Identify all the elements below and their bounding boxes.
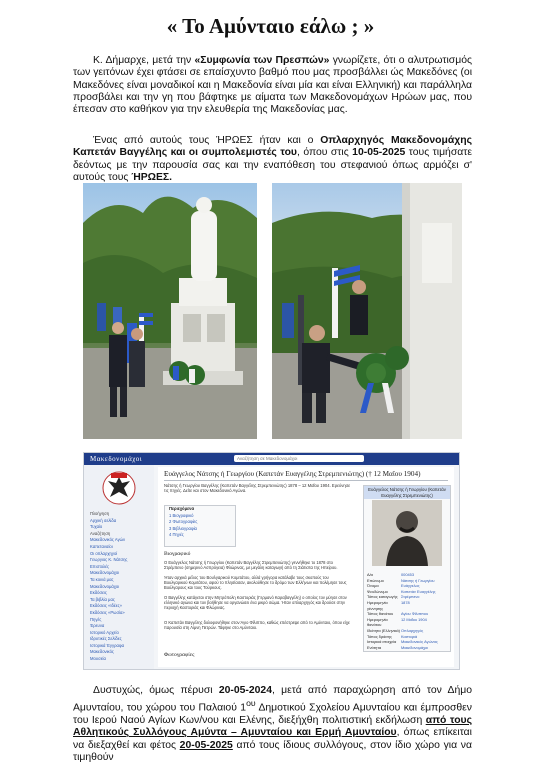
website-nav-item: Ιδρυτικές Σελίδες bbox=[90, 636, 122, 642]
paragraph-3-text-c: Δημοτικού Σχολείου Αμυνταίου και έμπροσθεν του Ιερού Ναού Αγίων Κων/νου και Ελένης, διεξήχθη πολιτιστική εκδήλωση bbox=[73, 702, 472, 727]
monument-photo-right-drawing bbox=[272, 183, 462, 439]
infobox-value: 12 Μαΐου 1904 bbox=[401, 616, 427, 622]
website-article-lede: Νάτσης ή Γεωργίου Βαγγέλης (Καπετάν Βαγγέλης Στρεμπενιώτης) 1878 – 12 Μαΐου 1904. Ερεύνησε τις πηγές. Δείτε και στον Μακεδονικό Αγώνα. bbox=[164, 483, 351, 494]
website-topbar bbox=[84, 453, 459, 465]
paragraph-2-bold-date: 10-05-2025 bbox=[352, 147, 406, 159]
website-toc-item: 2 Φωτογραφίες bbox=[169, 519, 198, 524]
paragraph-3-bold-date: 20-05-2024 bbox=[218, 685, 272, 696]
infobox-value: 1878 bbox=[401, 599, 410, 605]
paragraph-2-bold-a: Οπλαρχηγός Μακεδονομάχης Καπετάν Βαγγέλης και οι συμπολεμιστές του bbox=[73, 135, 472, 159]
infobox-key: Τόπος δράσης bbox=[367, 633, 392, 639]
paragraph-3-ordinal: ου bbox=[246, 698, 256, 709]
website-nav-item: Τα βιβλία μας bbox=[90, 596, 115, 602]
paragraph-2 bbox=[73, 135, 472, 184]
paragraph-1 bbox=[73, 55, 472, 116]
website-brand: Μακεδονομάχοι bbox=[90, 455, 143, 463]
website-nav bbox=[90, 511, 150, 663]
website-nav-item: Μουσεία bbox=[90, 656, 106, 662]
monument-photo-left bbox=[83, 183, 257, 439]
infobox-row bbox=[367, 600, 447, 611]
website-article bbox=[158, 467, 454, 667]
infobox-key: Ιδιότητα (Ελληνικά) bbox=[367, 627, 400, 633]
website-infobox-title: Ευάγγελος Νάτσης ή Γεωργίου (Καπετάν Ευαγγέλης Στρεμπενιώτης) bbox=[364, 486, 450, 499]
infobox-key: Ιστορικά στοιχεία bbox=[367, 639, 397, 645]
website-bio-paragraph: Ο Ευάγγελος Νάτσης ή Γεωργίου (Καπετάν Βαγγέλης Στρεμπενιώτης) γεννήθηκε το 1878 στο Στρέμπενο (σημερινό Ασπρόγεια) Φλώρινας, με μεγάλη καταγωγή από τη Σιάτιστα της Ηπείρου. bbox=[164, 560, 338, 571]
eagle-logo-icon bbox=[102, 471, 136, 505]
website-toc-item: 4 Πηγές bbox=[169, 532, 184, 537]
website-nav-item: Αρχική σελίδα bbox=[90, 517, 117, 523]
paragraph-2-bold-end: ΉΡΩΕΣ. bbox=[131, 171, 173, 183]
website-nav-item: Αναζήτηση bbox=[90, 530, 111, 536]
website-toc bbox=[164, 505, 236, 547]
infobox-value: Καπετάν Ευαγγέλης bbox=[401, 588, 436, 594]
paragraph-1-bold-a: «Συμφωνία των Πρεσπών» bbox=[194, 55, 330, 66]
website-section-photos: Φωτογραφίες bbox=[164, 652, 195, 658]
paragraph-3 bbox=[73, 685, 472, 764]
page-title: « Το Αμύνταιο εάλω ; » bbox=[166, 14, 375, 38]
infobox-value: Μακεδονομάχοι bbox=[401, 644, 429, 650]
paragraph-1-text-a: Κ. Δήμαρχε, μετά την bbox=[93, 55, 195, 66]
infobox-key: Α/α bbox=[367, 572, 373, 577]
website-nav-item: Έρευνα bbox=[90, 623, 105, 629]
paragraph-1-text-b: γνωρίζετε, ότι ο αλυτρωτισμός των γειτόνων έχει φτάσει σε επαίσχυντο βαθμό που μας προσβάλλει ώς Μακεδόνες (οι Μακεδόνες είναι μοναδικοί και η Μακεδονία είναι μία και είναι Ελληνική) και παράλληλα προσβάλει και την γη που βάφτηκε με αίματα των Μακεδονομάχων Ηρώων μας, που έπεσαν στο καθήκον για την ελευθερία της Μακεδονίας μας. bbox=[73, 55, 472, 116]
infobox-value: Οπλαρχηγός bbox=[401, 627, 424, 633]
monument-photo-right bbox=[272, 183, 462, 439]
website-nav-item: Επιστολές bbox=[90, 563, 110, 569]
infobox-key: Επώνυμο bbox=[367, 577, 384, 583]
website-article-title: Ευάγγελος Νάτσης ή Γεωργίου (Καπετάν Ευαγγέλης Στρεμπενιώτης) († 12 Μαΐου 1904) bbox=[164, 470, 421, 478]
website-toc-item: 3 Βιβλιογραφία bbox=[169, 525, 197, 531]
website-nav-item: Εκδόσεις bbox=[90, 590, 107, 596]
website-nav-item: Εκδόσεις «Ρωσία» bbox=[90, 609, 125, 615]
infobox-row bbox=[367, 617, 447, 628]
infobox-value: 000453 bbox=[401, 572, 414, 577]
infobox-key: Ψευδώνυμο bbox=[367, 588, 388, 594]
website-nav-item: Μακεδονικός bbox=[90, 649, 114, 655]
paragraph-2-text-c: τους τιμήσατε δεόντως με την παρουσία σας και την εναπόθεση του στεφανιού όπως αρμόζει σ' αυτούς τους bbox=[73, 147, 472, 183]
website-nav-item: Τα κοινά μας bbox=[90, 576, 114, 582]
website-nav-item: Πηγές bbox=[90, 616, 102, 622]
infobox-row bbox=[367, 645, 447, 651]
infobox-key: Ενότητα bbox=[367, 644, 382, 650]
website-nav-item: Εκδόσεις «Ιδέες» bbox=[90, 603, 122, 609]
website-search-placeholder: Αναζήτηση σε Μακεδονομάχοι bbox=[237, 456, 298, 461]
website-nav-item: Ιστορικό Αρχείο bbox=[90, 629, 119, 635]
website-nav-item: Μακεδονομάχοι bbox=[90, 570, 120, 576]
website-nav-item: Μακεδονικός Αγών bbox=[90, 537, 126, 543]
website-nav-item: Καπεταναίοι bbox=[90, 543, 113, 549]
paragraph-3-clubs: από τους Αθλητικούς Συλλόγους Αμύντα – Αμυνταίου και Ερμή Αμυνταίου bbox=[73, 715, 472, 739]
website-nav-item: Οι οπλαρχηγοί bbox=[90, 550, 118, 556]
website-nav-item: Μακεδονομάχοι bbox=[90, 583, 120, 589]
paragraph-3-date-2025: 20-05-2025 bbox=[179, 739, 233, 751]
portrait-image bbox=[372, 500, 442, 566]
paragraph-2-text-b: , όπου στις bbox=[296, 147, 353, 159]
infobox-value: Αγίου Φίλιππου bbox=[401, 611, 429, 617]
paragraph-2-text-a: Ένας από αυτούς τους ΉΡΩΕΣ ήταν και ο bbox=[93, 135, 321, 146]
website-bio-paragraph: Ο Βαγγέλης κατάγεται στην Μητρόπολη Καστοριάς (Γερμανό Καραβαγγέλη) ο οποίος τον μύησε στον ελληνικό αγώνα και τον βοήθησε να οργανώσει ένα μικρό σώμα. Ήταν οπλαρχηγός και δρούσε στην περιοχή Καστοριάς και Φλώρινας. bbox=[164, 595, 347, 611]
website-search-input bbox=[234, 455, 364, 462]
website-bio-paragraph: Ήταν αρχικά μέλος του Βουλγαρικού Κομιτάτου, αλλά γρήγορα κατάλαβε τους σκοπούς του Βουλγαρικού Κομιτάτου, αφού το πλησίασαν, ακολούθησε το δρόμο των Ελλήνων και πολέμησε τους Βούλγαρους και τους Τούρκους. bbox=[164, 575, 347, 591]
website-screenshot bbox=[83, 452, 460, 670]
infobox-value: Μακεδονικός Αγώνας bbox=[401, 639, 438, 645]
infobox-key: Όνομα bbox=[367, 583, 379, 589]
infobox-value: Νάτσης ή Γεωργίου bbox=[401, 577, 435, 583]
infobox-key: Ημερομηνία θανάτου bbox=[367, 616, 388, 628]
infobox-value: Στρέμπενο bbox=[401, 594, 420, 600]
infobox-value: Καστοριά bbox=[401, 633, 418, 639]
website-infobox-portrait bbox=[372, 500, 442, 566]
infobox-key: Τόπος καταγωγής bbox=[367, 594, 398, 600]
website-nav-item: Τυχαίο bbox=[90, 524, 103, 530]
website-bio-paragraph: Ο Καπετάν Βαγγέλης δολοφονήθηκε στον Άγιο Φίλιππο, καθώς επέστρεψε από το Αμύνταιο, όπου είχε παρουσία στη Λίμνη Πετρών. Τάφηκε στο Αμύνταιο. bbox=[164, 620, 350, 631]
monument-photo-left-drawing bbox=[83, 183, 257, 439]
website-nav-item: Γεωργιος Κ. Νάτσης bbox=[90, 557, 128, 563]
infobox-key: Τόπος θανάτου bbox=[367, 611, 394, 617]
website-toc-item: 1 Βιογραφικό bbox=[169, 512, 194, 518]
website-nav-item: Ιστορικά Έγγραφα bbox=[90, 642, 125, 648]
paragraph-3-text-d: , όπως επίκειται να διεξαχθεί και φέτος bbox=[73, 727, 472, 751]
paragraph-3-text-e: από τους ίδιους συλλόγους, στον ίδιο χώρο για να τιμηθούν bbox=[73, 739, 472, 763]
website-infobox-rows bbox=[367, 572, 447, 650]
website-sidebar bbox=[84, 465, 154, 669]
infobox-key: Ημερομηνία γέννησης bbox=[367, 599, 388, 611]
website-nav-item: Πλοήγηση bbox=[90, 511, 110, 516]
website-title-divider bbox=[164, 480, 448, 481]
paragraph-3-text-b: , μετά από παραχώρηση από τον Δήμο Αμυνταίου, του χώρου του Παλαιού 1 bbox=[73, 685, 472, 714]
website-infobox bbox=[363, 485, 451, 652]
infobox-value: Ευάγγελος bbox=[401, 583, 420, 589]
website-toc-title: Περιεχόμενα bbox=[169, 506, 195, 511]
website-section-bio: Βιογραφικό bbox=[164, 551, 191, 557]
paragraph-3-text-a: Δυστυχώς, όμως πέρυσι bbox=[93, 685, 219, 696]
